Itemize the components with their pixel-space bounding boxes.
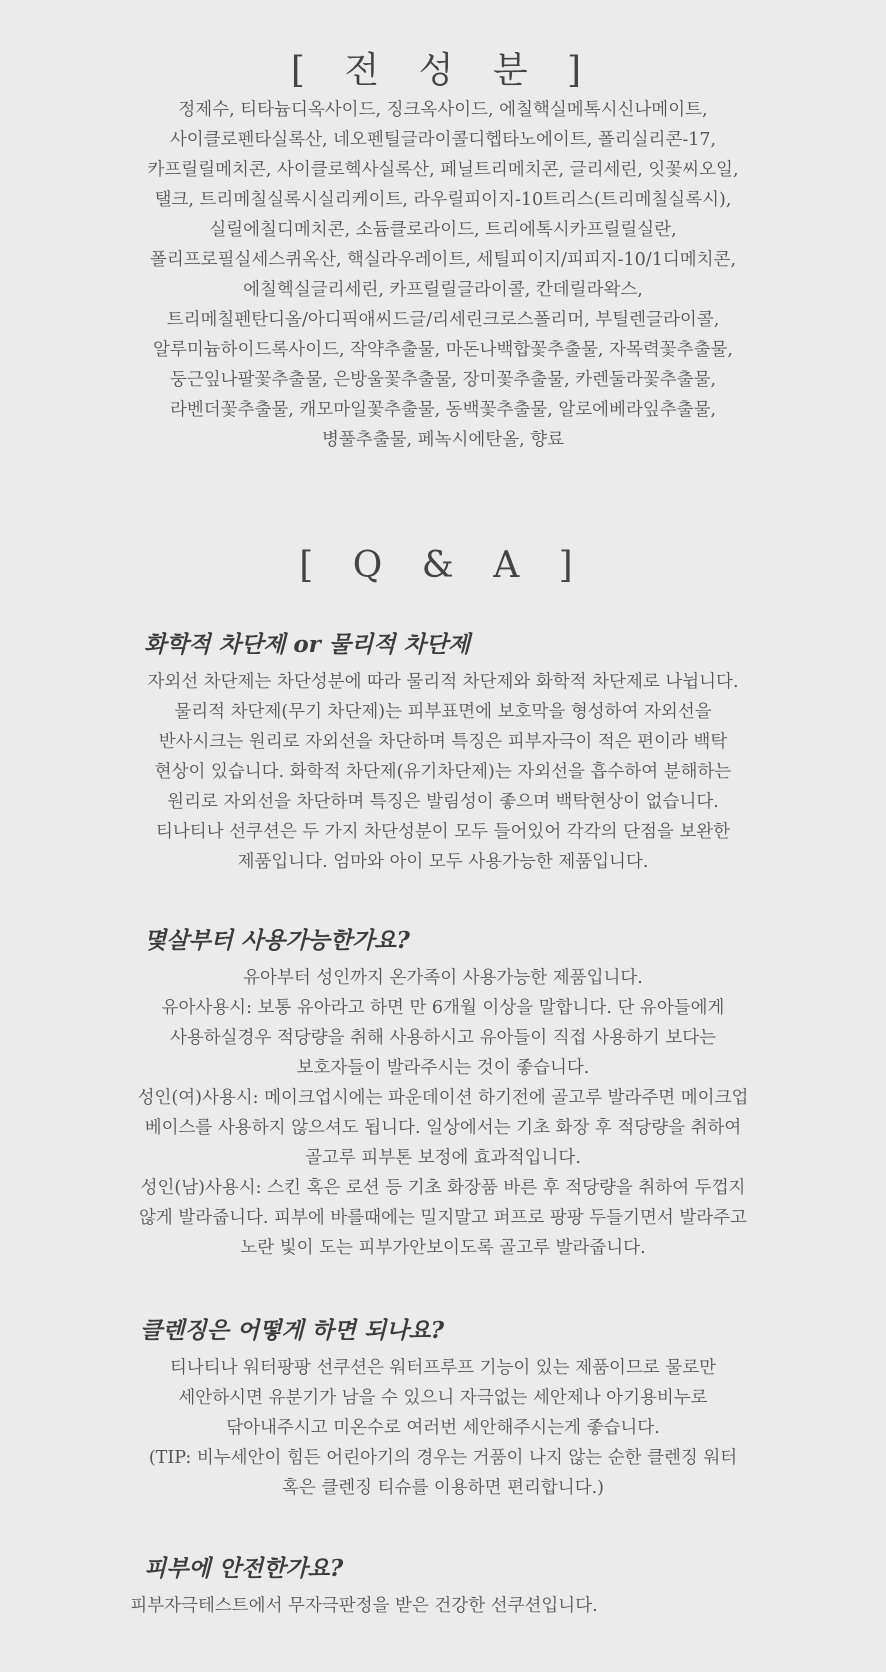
qa-question: 피부에 안전한가요? [144,1555,344,1582]
qa-question: 클렌징은 어떻게 하면 되나요? [140,1317,445,1344]
qa-answer-line: 제품입니다. 엄마와 아이 모두 사용가능한 제품입니다. [237,852,649,872]
qa-answer-line: 원리로 자외선을 차단하며 특징은 발림성이 좋으며 백탁현상이 없습니다. [167,792,719,812]
qa-answer-line: 유아사용시: 보통 유아라고 하면 만 6개월 이상을 말합니다. 단 유아들에게 [161,998,725,1018]
qa-answer-line: 성인(여)사용시: 메이크업시에는 파운데이션 하기전에 골고루 발라주면 메이크업 [137,1088,749,1108]
qa-answer-line: 피부자극테스트에서 무자극판정을 받은 건강한 선쿠션입니다. [130,1596,598,1616]
ingredient-line: 사이클로펜타실록산, 네오펜틸글라이콜디헵타노에이트, 폴리실리콘-17, [169,130,717,150]
qa-answer-line: 혹은 클렌징 티슈를 이용하면 편리합니다.) [281,1478,605,1498]
qa-answer-line: 베이스를 사용하지 않으셔도 됩니다. 일상에서는 기초 화장 후 적당량을 취하여 [144,1118,742,1138]
ingredient-line: 병풀추출물, 페녹시에탄올, 향료 [321,430,564,450]
qa-question: 몇살부터 사용가능한가요? [144,927,410,954]
ingredient-line: 탤크, 트리메칠실록시실리케이트, 라우릴피이지-10트리스(트리메칠실록시), [154,190,732,210]
ingredient-line: 폴리프로필실세스퀴옥산, 핵실라우레이트, 세틸피이지/피피지-10/1디메치콘, [149,250,737,270]
qa-answer-line: 유아부터 성인까지 온가족이 사용가능한 제품입니다. [243,968,643,988]
ingredients-list [0,95,886,455]
qa-answer-line: 노란 빛이 도는 피부가안보이도록 골고루 발라줍니다. [240,1238,646,1258]
qa-answer-line: 보호자들이 발라주시는 것이 좋습니다. [296,1058,590,1078]
qa-answer-line: 사용하실경우 적당량을 취해 사용하시고 유아들이 직접 사용하기 보다는 [169,1028,717,1048]
qa-answer-line: 골고루 피부톤 보정에 효과적입니다. [305,1148,581,1168]
qa-answer-line: 물리적 차단제(무기 차단제)는 피부표면에 보호막을 형성하여 자외선을 [174,702,712,722]
qa-answer-line: (TIP: 비누세안이 힘든 어린아기의 경우는 거품이 나지 않는 순한 클렌징 워터 [148,1448,738,1468]
qa-answer-line: 않게 발라줍니다. 피부에 바를때에는 밀지말고 퍼프로 팡팡 두들기면서 발라주고 [139,1208,747,1228]
ingredient-line: 실릴에칠디메치콘, 소듐클로라이드, 트리에톡시카프릴릴실란, [209,220,677,240]
ingredient-line: 둥근잎나팔꽃추출물, 은방울꽃추출물, 장미꽃추출물, 카렌둘라꽃추출물, [169,370,717,390]
ingredient-line: 알루미늄하이드록사이드, 작약추출물, 마돈나백합꽃추출물, 자목력꽃추출물, [153,340,733,360]
qa-answer-line: 닦아내주시고 미온수로 여러번 세안해주시는게 좋습니다. [226,1418,660,1438]
qa-title: [ Q & A ] [299,545,587,586]
qa-answer-line: 티나티나 선쿠션은 두 가지 차단성분이 모두 들어있어 각각의 단점을 보완한 [155,822,731,842]
qa-answer-line: 현상이 있습니다. 화학적 차단제(유기차단제)는 자외선을 흡수하여 분해하는 [154,762,732,782]
ingredients-title: [ 전 성 분 ] [290,50,596,91]
qa-answer [0,963,886,1263]
qa-answer-line: 세안하시면 유분기가 남을 수 있으니 자극없는 세안제나 아기용비누로 [178,1388,708,1408]
qa-answer-line: 자외선 차단제는 차단성분에 따라 물리적 차단제와 화학적 차단제로 나뉩니다. [147,672,739,692]
qa-answer-line: 성인(남)사용시: 스킨 혹은 로션 등 기초 화장품 바른 후 적당량을 취하여 두껍지 [140,1178,746,1198]
qa-answer-line: 반사시크는 원리로 자외선을 차단하며 특징은 피부자극이 적은 편이라 백탁 [158,732,728,752]
ingredient-line: 트리메칠펜탄디올/아디픽애씨드글/리세린크로스폴리머, 부틸렌글라이콜, [166,310,720,330]
qa-answer [0,1591,807,1621]
ingredient-line: 라벤더꽃추출물, 캐모마일꽃추출물, 동백꽃추출물, 알로에베라잎추출물, [169,400,717,420]
qa-answer [0,667,886,877]
ingredient-line: 정제수, 티타늄디옥사이드, 징크옥사이드, 에칠핵실메톡시신나메이트, [178,100,708,120]
ingredient-line: 카프릴릴메치콘, 사이클로헥사실록산, 페닐트리메치콘, 글리세린, 잇꽃씨오일, [147,160,739,180]
qa-answer [0,1353,886,1503]
qa-question: 화학적 차단제 or 물리적 차단제 [144,631,471,658]
ingredient-line: 에칠헥실글리세린, 카프릴릴글라이콜, 칸데릴라왁스, [243,280,643,300]
qa-answer-line: 티나티나 워터팡팡 선쿠션은 워터프루프 기능이 있는 제품이므로 물로만 [169,1358,717,1378]
